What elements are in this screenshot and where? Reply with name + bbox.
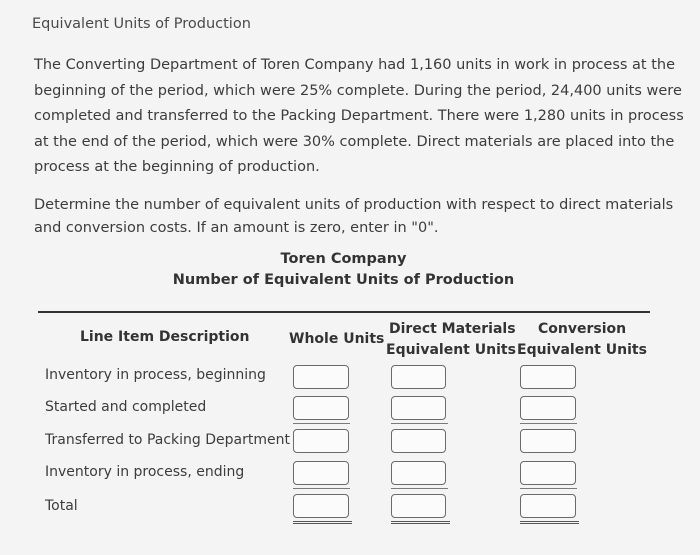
total-underline [293, 488, 350, 489]
total-double-underline [520, 521, 579, 524]
column-header-whole-units: Whole Units [289, 331, 385, 347]
company-name: Toren Company [280, 251, 407, 267]
row-label-started-completed: Started and completed [45, 399, 207, 415]
transferred-direct-materials-input[interactable] [391, 429, 446, 453]
header-rule [38, 311, 650, 313]
column-header-direct-materials: Direct Materials [389, 321, 516, 337]
row-label-transferred: Transferred to Packing Department [45, 432, 290, 448]
page-title: Equivalent Units of Production [32, 16, 251, 32]
column-header-description: Line Item Description [80, 329, 250, 345]
subtotal-underline [520, 423, 577, 424]
report-title: Number of Equivalent Units of Production [172, 272, 515, 288]
beginning-whole-units-input[interactable] [293, 365, 349, 389]
ending-conversion-input[interactable] [520, 461, 576, 485]
transferred-whole-units-input[interactable] [293, 429, 349, 453]
problem-instructions: Determine the number of equivalent units of production with respect to direct materials and conversion costs. If an amount is zero, enter in "0". [34, 197, 674, 236]
row-label-total: Total [45, 498, 78, 514]
total-underline [391, 488, 448, 489]
ending-direct-materials-input[interactable] [391, 461, 446, 485]
started-conversion-input[interactable] [520, 396, 576, 420]
row-label-beginning-inventory: Inventory in process, beginning [45, 367, 266, 383]
total-double-underline [293, 521, 352, 524]
beginning-conversion-input[interactable] [520, 365, 576, 389]
total-double-underline [391, 521, 450, 524]
subtotal-underline [391, 423, 448, 424]
row-label-ending-inventory: Inventory in process, ending [45, 464, 245, 480]
total-whole-units-input[interactable] [293, 494, 349, 518]
beginning-direct-materials-input[interactable] [391, 365, 446, 389]
total-direct-materials-input[interactable] [391, 494, 446, 518]
total-conversion-input[interactable] [520, 494, 576, 518]
total-underline [520, 488, 577, 489]
column-header-conversion: Conversion [538, 321, 627, 337]
subtotal-underline [293, 423, 350, 424]
problem-description: The Converting Department of Toren Company had 1,160 units in work in process at the beginning of the period, which were 25% complete. During the period, 24,400 units were completed and transferred to the Packing Department. There were 1,280 units in process at the end of the period, which were 30% complete. Direct materials are placed into the process at the beginning of production. [34, 57, 684, 175]
started-whole-units-input[interactable] [293, 396, 349, 420]
ending-whole-units-input[interactable] [293, 461, 349, 485]
started-direct-materials-input[interactable] [391, 396, 446, 420]
column-header-conversion-sub: Equivalent Units [517, 342, 647, 358]
transferred-conversion-input[interactable] [520, 429, 576, 453]
column-header-direct-materials-sub: Equivalent Units [386, 342, 516, 358]
